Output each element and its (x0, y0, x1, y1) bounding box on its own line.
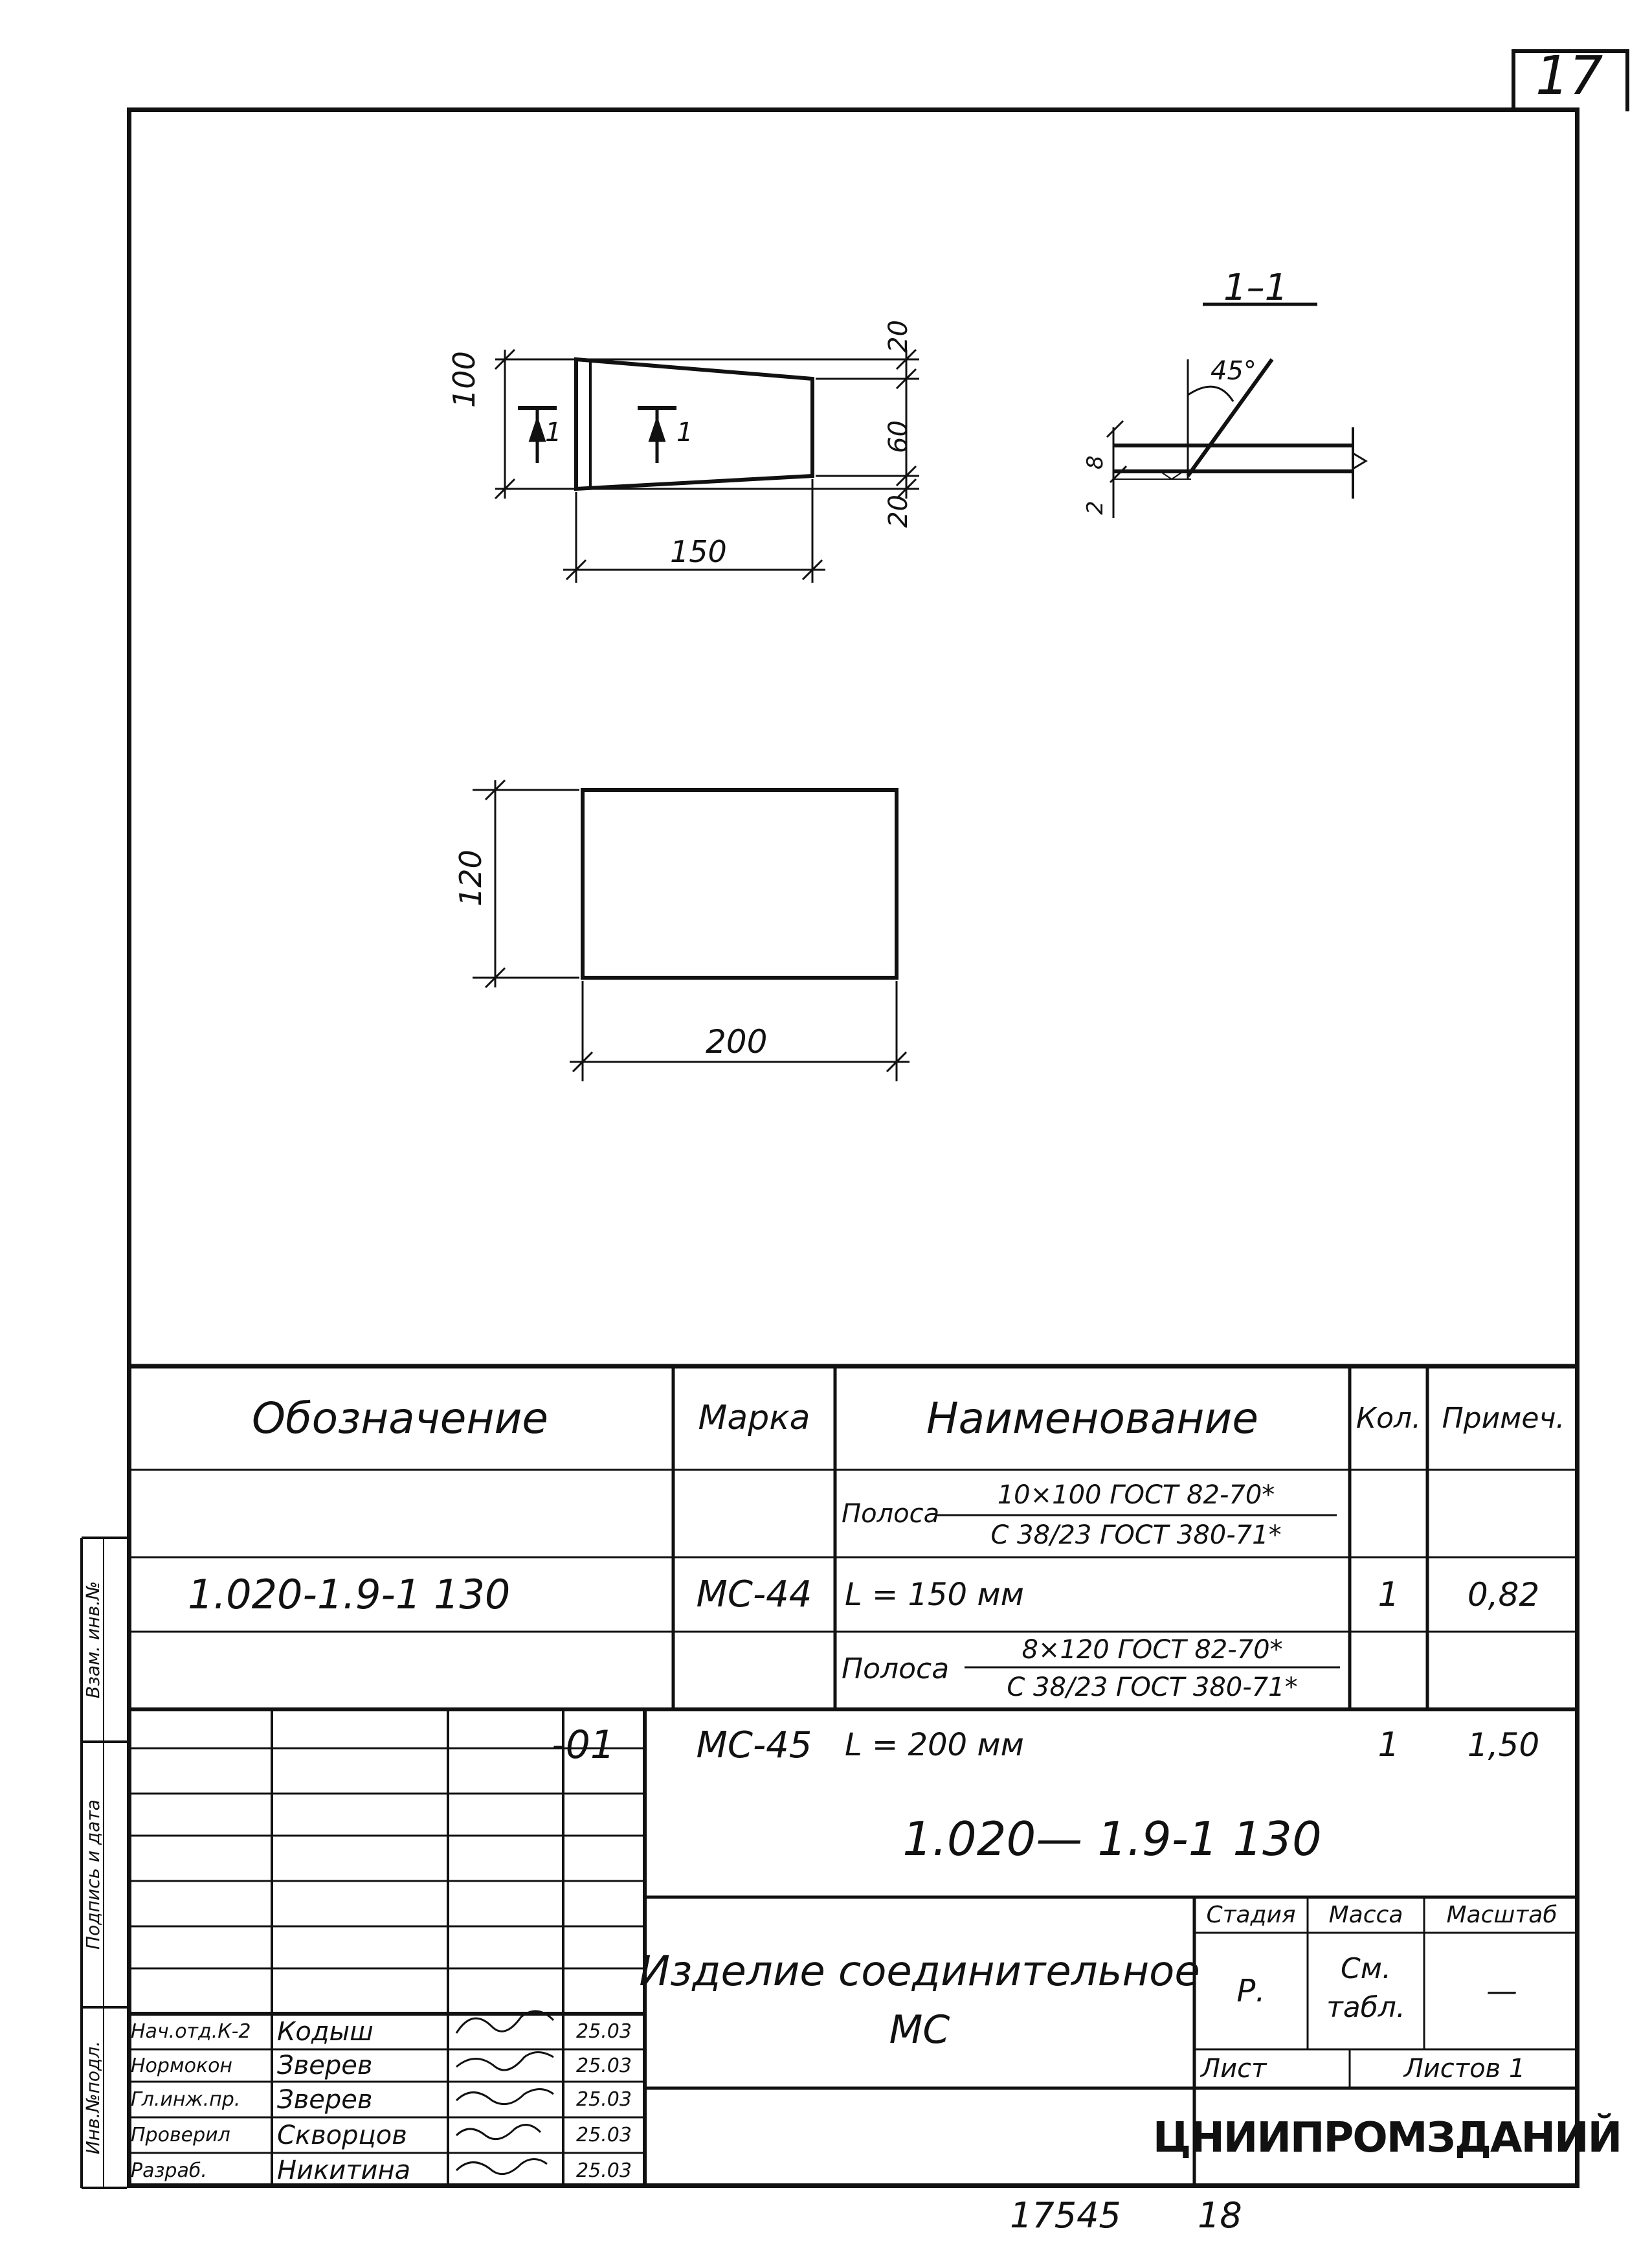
side-inv-orig: Инв.№подл. (82, 2040, 104, 2155)
row1-material-label: Полоса (842, 1498, 940, 1529)
sig1-name: Кодыш (277, 2016, 374, 2047)
mass-value-line1: См. (1341, 1952, 1391, 1985)
header-note: Примеч. (1442, 1401, 1565, 1435)
header-name: Наименование (926, 1393, 1258, 1443)
doc-code: 1.020— 1.9-1 130 (902, 1812, 1322, 1866)
sheet-label: Лист (1201, 2054, 1267, 2084)
row2-mark: МС-45 (696, 1724, 812, 1766)
row2-band (131, 1711, 1575, 1779)
sheet-number: 17 (1535, 45, 1603, 107)
product-title-line2: МС (889, 2007, 950, 2053)
organization: ЦНИИПРОМЗДАНИЙ (1152, 2114, 1622, 2162)
row2-material-label: Полоса (842, 1652, 950, 1685)
section-angle: 45° (1211, 356, 1256, 386)
scale-value: — (1486, 1973, 1517, 2009)
plan-dim-length: 150 (670, 534, 727, 569)
plan-dim-height: 100 (447, 351, 482, 408)
sig2-name: Зверев (277, 2051, 373, 2080)
sig3-name: Зверев (277, 2084, 373, 2115)
row2-designation: -01 (552, 1722, 615, 1768)
side-replace-inv: Взам. инв.№ (82, 1581, 104, 1699)
section-dim-thickness: 8 (1082, 455, 1108, 469)
product-title-line1: Изделие соединительное (639, 1948, 1200, 1996)
plate-dim-height: 120 (453, 850, 488, 906)
section-mark-right: 1 (676, 418, 693, 447)
section-mark-left: 1 (545, 418, 562, 447)
plan-dim-bottom: 20 (884, 495, 913, 528)
row1-note: 0,82 (1467, 1575, 1540, 1614)
footer-page: 18 (1198, 2195, 1242, 2236)
scale-label: Масштаб (1446, 1902, 1557, 1928)
sig1-role: Нач.отд.К-2 (131, 2020, 251, 2043)
section-dim-gap: 2 (1082, 501, 1108, 515)
row2-material-top: 8×120 ГОСТ 82-70* (1021, 1635, 1283, 1665)
sig5-name: Никитина (277, 2156, 411, 2185)
header-qty: Кол. (1356, 1401, 1422, 1435)
side-sign-date: Подпись и дата (82, 1799, 104, 1950)
sig3-date: 25.03 (576, 2088, 632, 2111)
mass-label: Масса (1328, 1902, 1403, 1928)
plan-dim-middle: 60 (884, 420, 913, 453)
stage-value: Р. (1236, 1973, 1266, 2009)
row1-material-top: 10×100 ГОСТ 82-70* (997, 1480, 1275, 1510)
sig4-name: Скворцов (277, 2120, 407, 2150)
row2-material-bottom: С 38/23 ГОСТ 380-71* (1007, 1672, 1298, 1702)
row1-designation: 1.020-1.9-1 130 (188, 1571, 511, 1618)
row1-mark: МС-44 (696, 1573, 812, 1616)
sig1-date: 25.03 (576, 2020, 632, 2043)
sig2-role: Нормокон (131, 2054, 233, 2077)
row2-qty: 1 (1378, 1726, 1400, 1764)
plate-dim-length: 200 (706, 1023, 768, 1061)
sig5-role: Разраб. (131, 2159, 207, 2182)
sig4-role: Проверил (131, 2124, 230, 2146)
sig3-role: Гл.инж.пр. (131, 2088, 241, 2111)
sig4-date: 25.03 (576, 2124, 632, 2146)
sig5-date: 25.03 (576, 2159, 632, 2182)
stage-label: Стадия (1206, 1902, 1296, 1928)
header-designation: Обозначение (252, 1393, 548, 1443)
mass-value-line2: табл. (1326, 1990, 1405, 2024)
row2-length: L = 200 мм (845, 1727, 1024, 1763)
row1-length: L = 150 мм (845, 1576, 1024, 1613)
footer-number: 17545 (1010, 2195, 1121, 2236)
plan-dim-top: 20 (884, 320, 913, 353)
row1-material-bottom: С 38/23 ГОСТ 380-71* (990, 1520, 1282, 1550)
row1-qty: 1 (1378, 1575, 1400, 1614)
row2-note: 1,50 (1467, 1726, 1540, 1764)
header-mark: Марка (698, 1399, 810, 1437)
sig2-date: 25.03 (576, 2054, 632, 2077)
sheets-label: Листов 1 (1403, 2054, 1526, 2084)
section-title: 1–1 (1223, 267, 1288, 309)
